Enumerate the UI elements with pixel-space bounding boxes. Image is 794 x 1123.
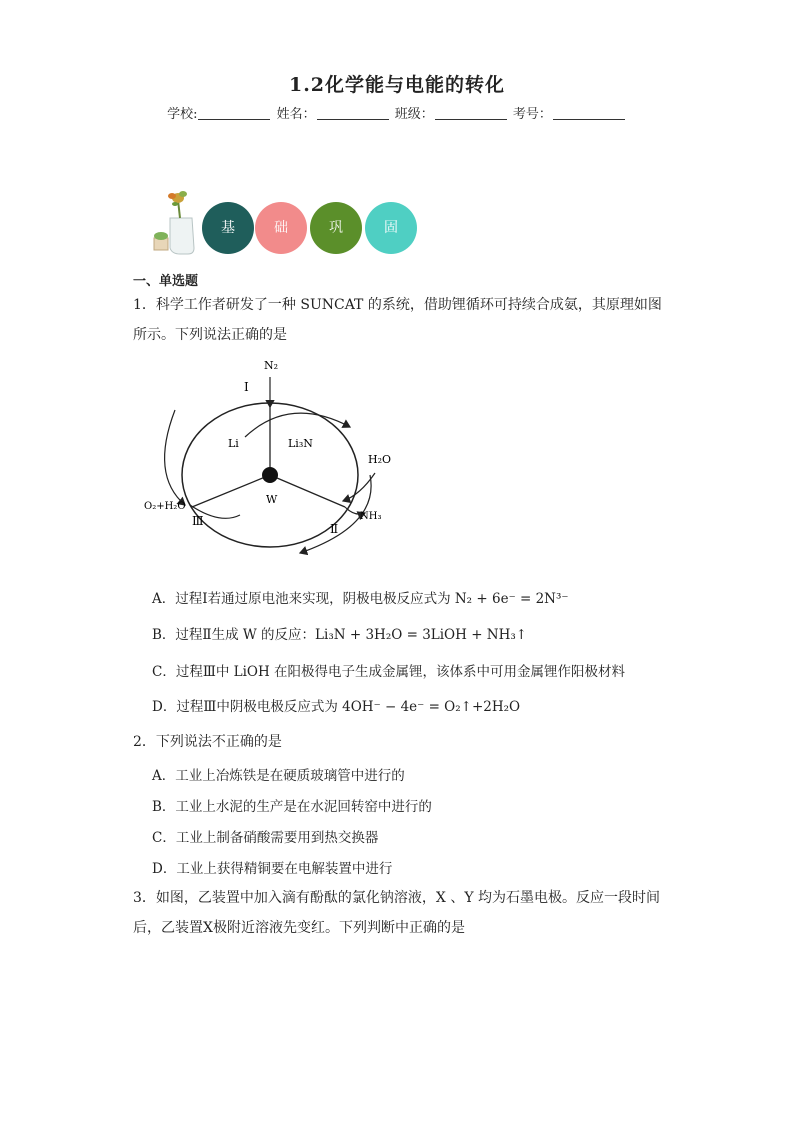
q2-option-d[interactable]: D．工业上获得精铜要在电解装置中进行 — [152, 861, 393, 877]
label-h2o: H₂O — [368, 453, 392, 466]
question-2: 2．下列说法不正确的是 — [133, 734, 282, 750]
q1-option-c[interactable]: C．过程Ⅲ中 LiOH 在阳极得电子生成金属锂，该体系中可用金属锂作阳极材料 — [152, 664, 626, 680]
question-3-line-1: 3．如图，乙装置中加入滴有酚酞的氯化钠溶液，X 、Y 均为石墨电极。反应一段时间 — [133, 890, 661, 906]
student-info-line — [0, 103, 794, 122]
exam-no-blank[interactable] — [553, 105, 625, 120]
label-n2: N₂ — [264, 359, 279, 372]
q2-option-c[interactable]: C．工业上制备硝酸需要用到热交换器 — [152, 830, 379, 846]
label-roman-2: Ⅱ — [330, 522, 339, 536]
page-title: 1.2化学能与电能的转化 — [288, 74, 506, 96]
q2-option-b[interactable]: B．工业上水泥的生产是在水泥回转窑中进行的 — [152, 799, 432, 815]
label-nh3: NH₃ — [360, 511, 382, 522]
lithium-cycle-diagram — [140, 355, 400, 555]
label-li3n: Li₃N — [288, 437, 313, 450]
banner-circle-3: 巩 — [310, 202, 362, 254]
q2-option-a[interactable]: A．工业上冶炼铁是在硬质玻璃管中进行的 — [152, 768, 405, 784]
label-roman-3: Ⅲ — [192, 514, 204, 528]
label-roman-1: Ⅰ — [244, 380, 249, 394]
plant-vase-icon — [150, 188, 198, 258]
q1-option-d[interactable]: D．过程Ⅲ中阴极电极反应式为 4OH⁻ − 4e⁻ = O₂↑+2H₂O — [152, 699, 521, 715]
banner — [150, 188, 430, 258]
class-label: 班级： — [394, 107, 434, 122]
name-label: 姓名： — [276, 107, 316, 122]
banner-circle-4: 固 — [365, 202, 417, 254]
name-blank[interactable] — [317, 105, 389, 120]
q1-option-b[interactable]: B．过程Ⅱ生成 W 的反应：Li₃N + 3H₂O = 3LiOH + NH₃↑ — [152, 627, 528, 643]
label-li: Li — [228, 437, 239, 450]
question-1-line-2: 所示。下列说法正确的是 — [133, 327, 287, 343]
banner-circle-2: 础 — [255, 202, 307, 254]
class-blank[interactable] — [435, 105, 507, 120]
question-3-line-2: 后，乙装置X极附近溶液先变红。下列判断中正确的是 — [133, 920, 465, 936]
school-blank[interactable] — [198, 105, 270, 120]
question-1-line-1: 1．科学工作者研发了一种 SUNCAT 的系统，借助锂循环可持续合成氨，其原理如图 — [133, 297, 662, 313]
exam-no-label: 考号： — [512, 107, 552, 122]
label-w: W — [266, 493, 278, 506]
q1-option-a[interactable]: A．过程Ⅰ若通过原电池来实现，阴极电极反应式为 N₂ + 6e⁻ = 2N³⁻ — [152, 591, 569, 607]
label-o2-h2o: O₂+H₂O — [144, 501, 186, 512]
banner-circle-1: 基 — [202, 202, 254, 254]
section-title: 一、单选题 — [133, 274, 199, 289]
school-label: 学校: — [167, 107, 198, 122]
